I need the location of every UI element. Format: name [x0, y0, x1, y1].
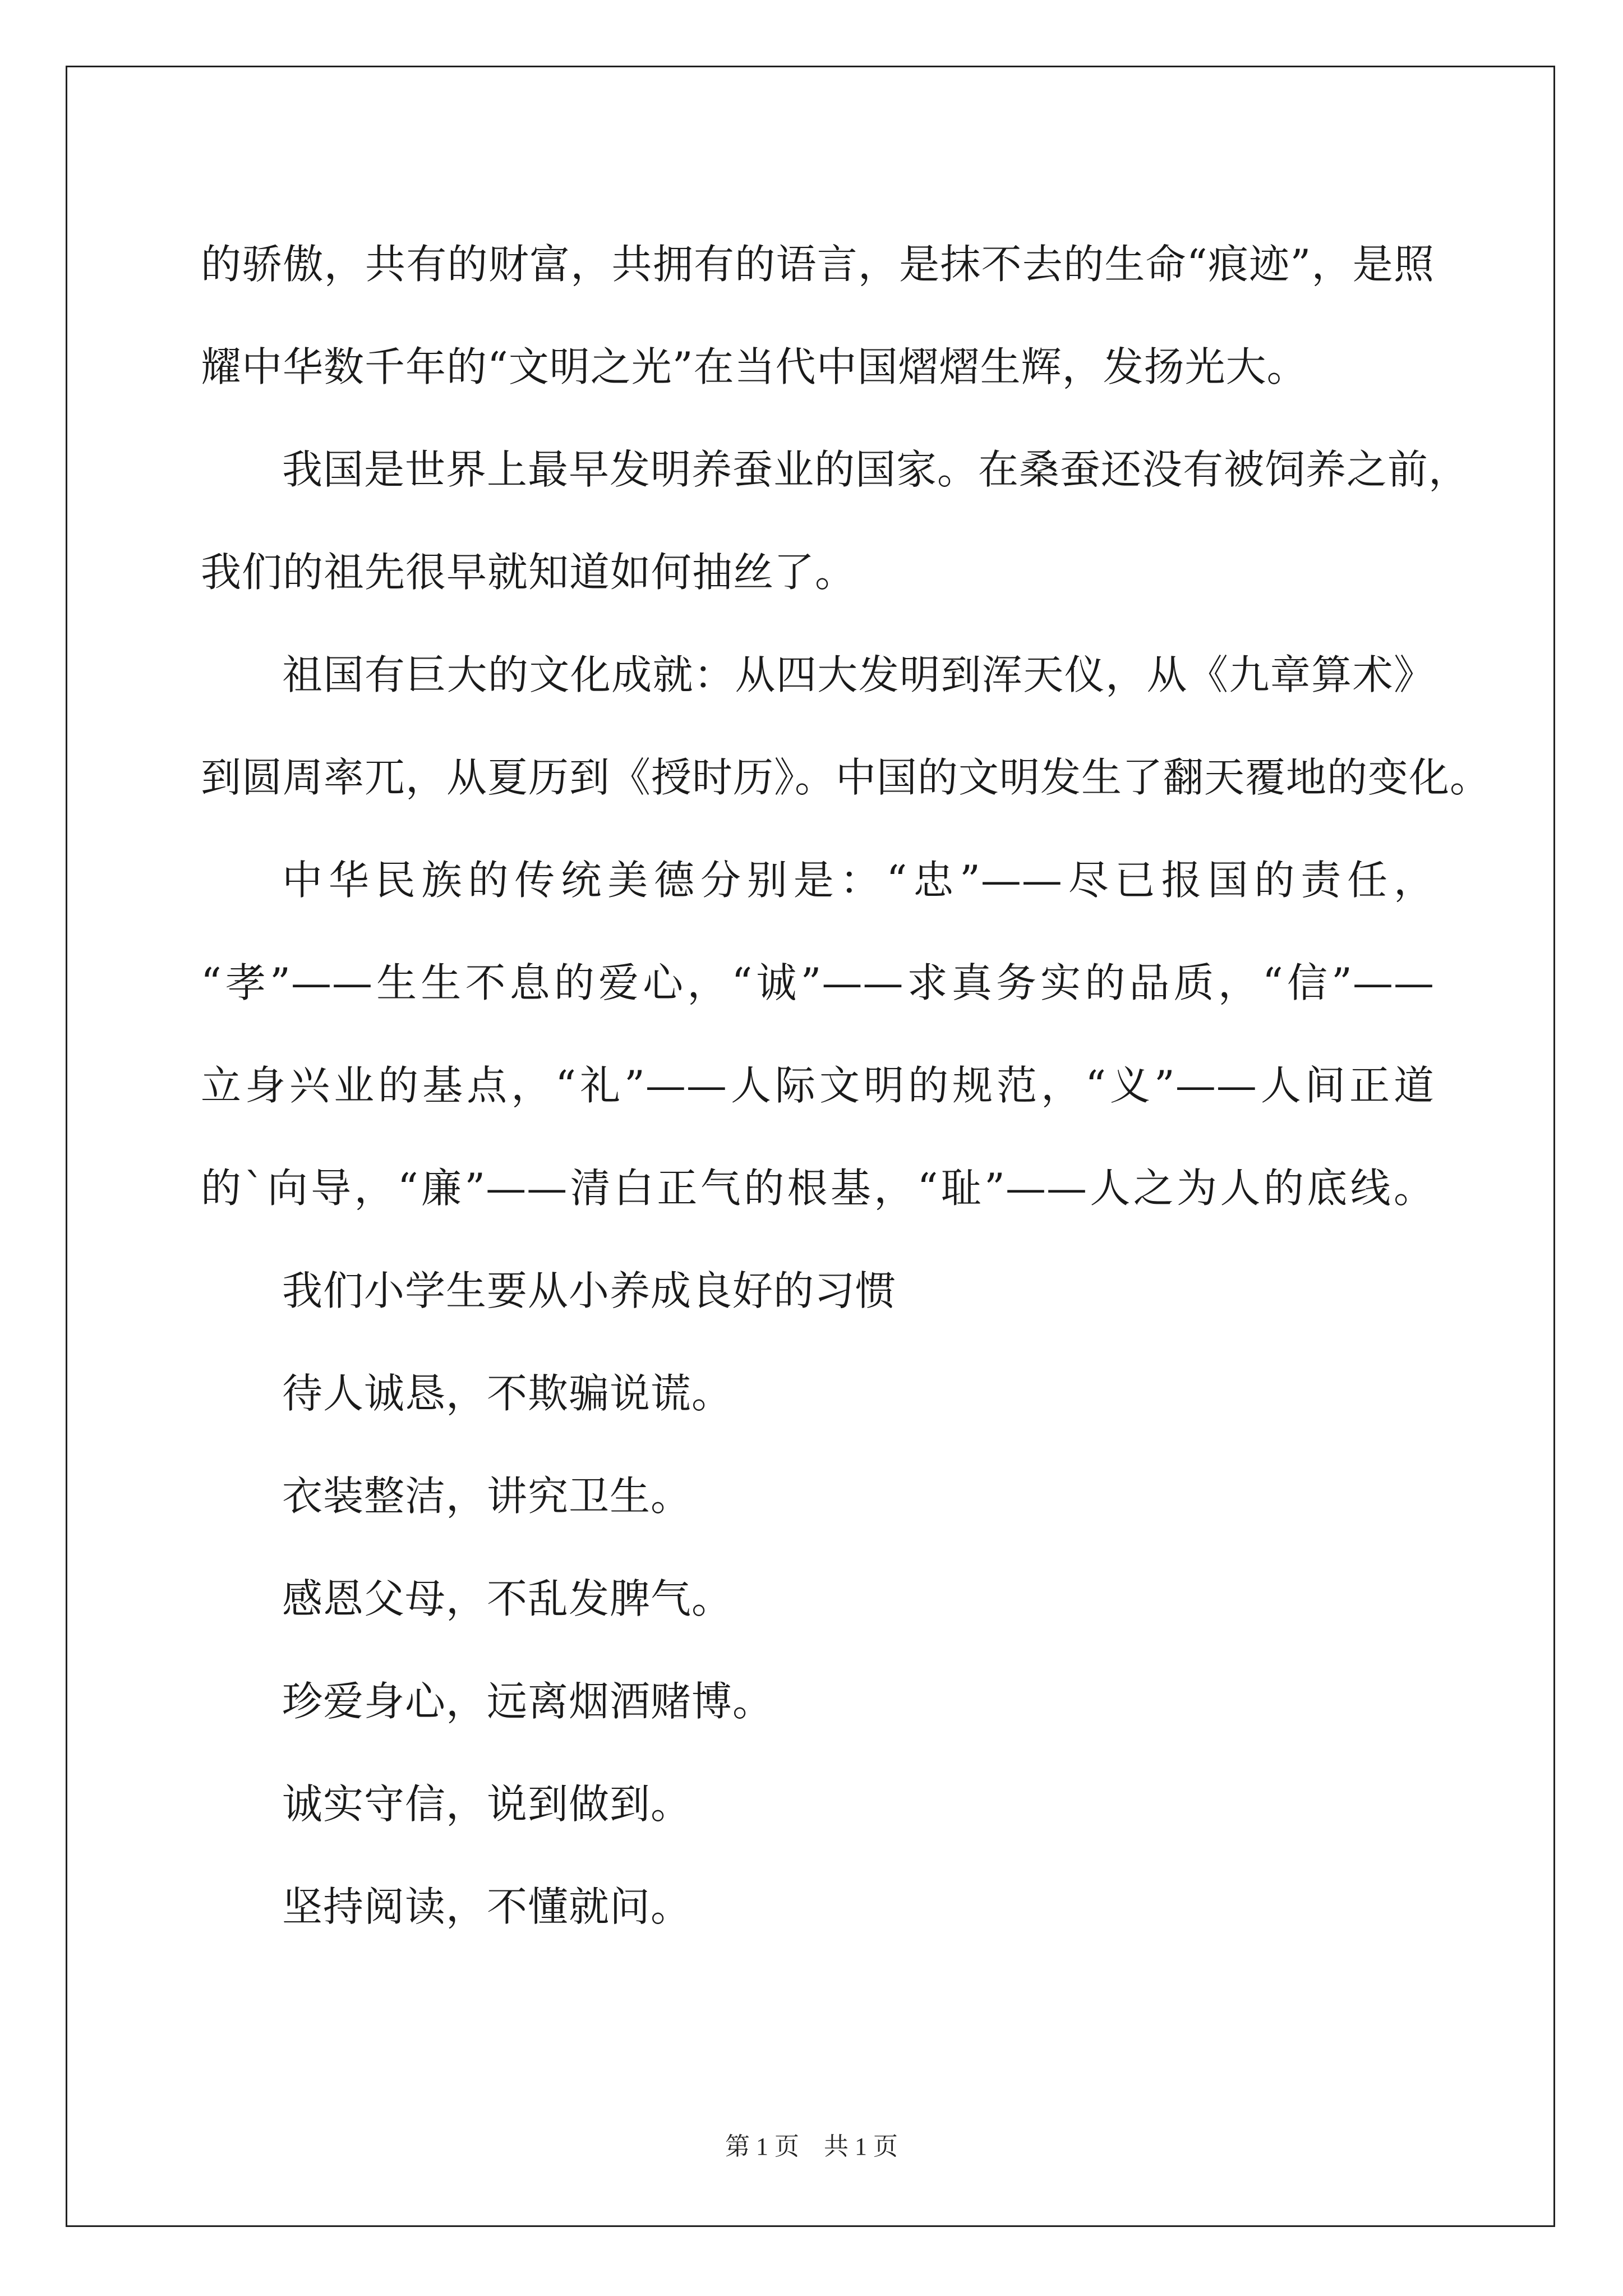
page-number-footer: 第 1 页 共 1 页	[725, 2133, 898, 2160]
paragraph-line: 诚实守信，说到做到。	[282, 1780, 692, 1828]
paragraph-line: 到圆周率兀，从夏历到《授时历》。中国的文明发生了翻天覆地的变化。	[201, 754, 1491, 801]
paragraph-line: 感恩父母，不乱发脾气。	[282, 1575, 733, 1622]
paragraph-line: 耀中华数千年的“文明之光”在当代中国熠熠生辉，发扬光大。	[201, 343, 1308, 390]
paragraph-line: 的`向导，“廉”——清白正气的根基，“耻”——人之为人的底线。	[201, 1165, 1435, 1212]
paragraph-line: 坚持阅读，不懂就问。	[282, 1883, 692, 1930]
paragraph-line: 待人诚恳，不欺骗说谎。	[282, 1370, 733, 1417]
paragraph-line: 我国是世界上最早发明养蚕业的国家。在桑蚕还没有被饲养之前，	[282, 446, 1470, 493]
paragraph-line: 祖国有巨大的文化成就：从四大发明到浑天仪，从《九章算术》	[282, 651, 1435, 698]
paragraph-line: 我们小学生要从小养成良好的习惯	[282, 1267, 897, 1314]
paragraph-line: 中华民族的传统美德分别是：“忠”——尽已报国的责任，	[282, 857, 1435, 904]
paragraph-line: “孝”——生生不息的爱心，“诚”——求真务实的品质，“信”——	[201, 959, 1435, 1006]
paragraph-line: 衣装整洁，讲究卫生。	[282, 1473, 692, 1520]
paragraph-line: 立身兴业的基点，“礼”——人际文明的规范，“义”——人间正道	[201, 1062, 1435, 1109]
paragraph-line: 珍爱身心，远离烟酒赌博。	[282, 1678, 774, 1725]
paragraph-line: 我们的祖先很早就知道如何抽丝了。	[201, 549, 856, 596]
document-body	[201, 213, 1491, 1958]
paragraph-line: 的骄傲，共有的财富，共拥有的语言，是抹不去的生命“痕迹”，是照	[201, 241, 1435, 288]
